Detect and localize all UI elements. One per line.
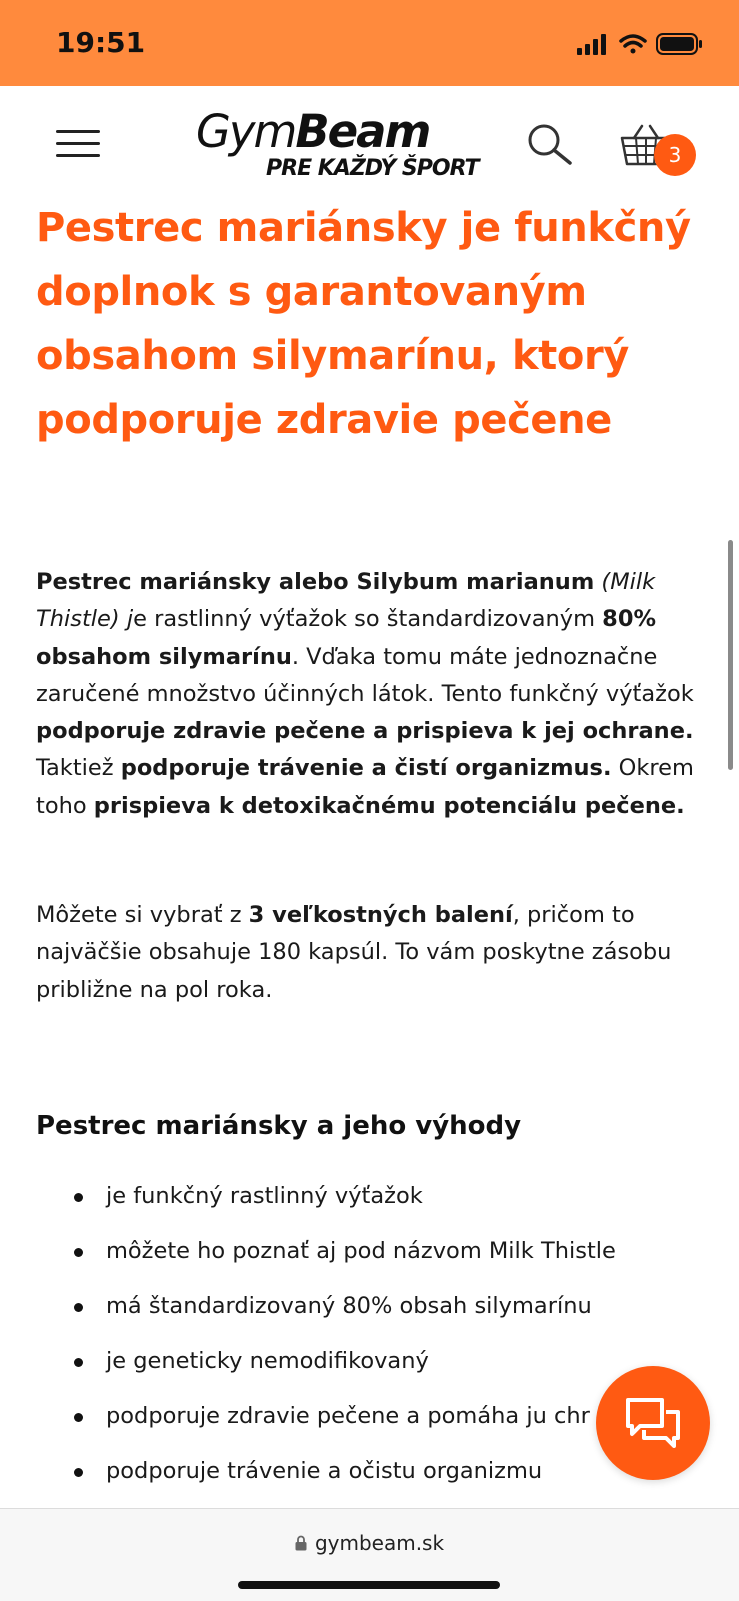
product-description [36,196,696,1484]
logo-tagline: PRE KAŽDÝ ŠPORT [266,156,479,181]
status-time: 19:51 [56,26,146,59]
menu-icon-line [56,154,100,157]
intro-text: Okrem toho [36,755,694,819]
url-bar[interactable] [0,1531,739,1555]
intro-text: . Vďaka tomu máte jednoznačne zaručené množstvo účinných látok. Tento funkčný výťažok [36,643,694,707]
intro-text: e rastlinný výťažok so štandardizovaným [133,606,603,633]
site-header [0,86,739,204]
intro-italic: (Milk Thistle) j [36,569,656,633]
lock-icon [295,1535,307,1551]
search-icon [526,124,572,166]
search-button[interactable] [526,124,572,166]
menu-icon-line [56,142,100,145]
benefit-item: má štandardizovaný 80% obsah silymarínu [36,1279,696,1334]
scrollbar[interactable] [728,540,733,770]
chat-icon [624,1396,682,1452]
sizes-text: Môžete si vybrať z [36,902,249,928]
chat-button[interactable] [596,1366,710,1480]
sizes-text: , pričom to najväčšie obsahuje 180 kapsúl. To vám poskytne zásobu približne na pol roka. [36,902,672,1003]
benefits-list [36,1169,696,1499]
intro-paragraph [36,564,716,825]
benefits-heading: Pestrec mariánsky a jeho výhody [36,1111,522,1141]
sizes-bold: 3 veľkostných balení [248,902,513,928]
page-headline: Pestrec mariánsky je funkčný doplnok s garantovaným obsahom silymarínu, ktorý podporuje zdravie pečene [36,205,691,443]
logo-beam: Beam [295,105,430,158]
intro-bold: Pestrec mariánsky alebo Silybum marianum [36,569,595,595]
menu-button[interactable] [56,130,100,160]
logo-gym: Gym [196,105,296,158]
gymbeam-logo[interactable] [196,105,479,188]
home-indicator[interactable] [238,1581,500,1589]
benefit-item: je geneticky nemodifikovaný [36,1334,696,1389]
benefit-item: podporuje trávenie a očistu organizmu [36,1444,696,1499]
benefit-item: podporuje zdravie pečene a pomáha ju chr [36,1389,696,1444]
cart-count-badge[interactable]: 3 [654,134,696,176]
intro-text: Taktiež [36,755,121,782]
wifi-icon [621,36,645,54]
menu-icon [56,130,100,133]
status-icons [577,32,705,56]
intro-bold: 80% obsahom silymarínu [36,606,657,670]
benefit-item: je funkčný rastlinný výťažok [36,1169,696,1224]
intro-bold: podporuje zdravie pečene a prispieva k jej ochrane. [36,718,694,745]
benefit-item: môžete ho poznať aj pod názvom Milk Thistle [36,1224,696,1279]
cellular-signal-icon [577,34,606,55]
status-bar [0,0,739,86]
intro-bold: podporuje trávenie a čistí organizmus. [120,755,612,782]
url-text: gymbeam.sk [314,1531,445,1555]
battery-icon [657,34,702,54]
sizes-paragraph [36,897,716,1009]
browser-bottom-bar [0,1508,739,1601]
intro-bold: prispieva k detoxikačnému potenciálu pečene. [93,792,685,819]
